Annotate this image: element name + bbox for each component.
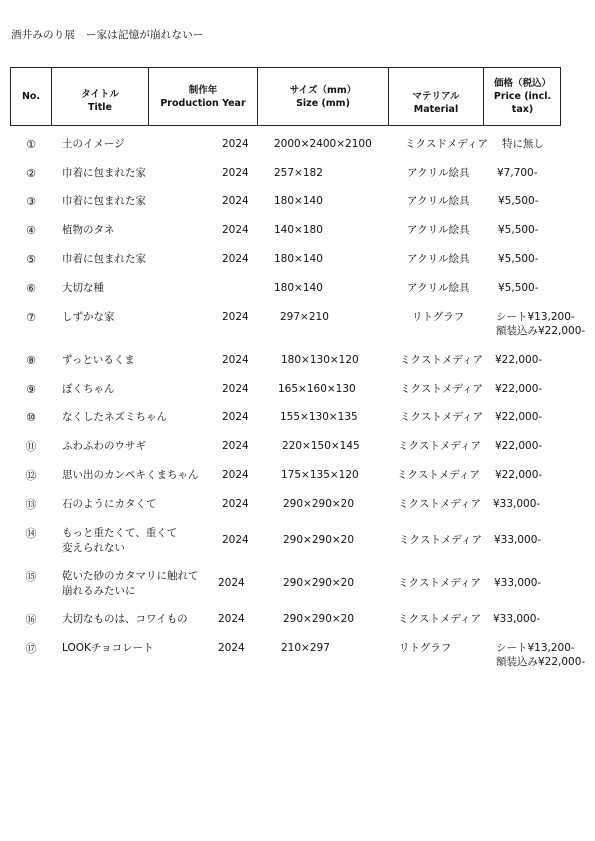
header-material-ja: マテリアル <box>412 90 460 102</box>
row-size: 290×290×20 <box>283 577 355 589</box>
row-size: 290×290×20 <box>283 498 355 510</box>
row-year: 2024 <box>222 383 249 395</box>
row-material: ミクストメディア <box>398 577 481 589</box>
row-size: 210×297 <box>281 642 330 654</box>
row-year: 2024 <box>222 195 249 207</box>
row-number: ⑩ <box>26 411 36 424</box>
row-size: 175×135×120 <box>281 469 359 481</box>
row-size: 180×140 <box>274 195 323 207</box>
row-price: ¥22,000- <box>495 469 543 481</box>
row-material: アクリル絵具 <box>407 282 470 294</box>
row-price: ¥33,000- <box>493 613 541 625</box>
row-number: ⑯ <box>25 613 37 626</box>
row-size: 165×160×130 <box>278 383 356 395</box>
header-price-ja: 価格（税込） <box>493 78 551 89</box>
row-year: 2024 <box>218 577 245 589</box>
row-size: 155×130×135 <box>280 411 358 423</box>
header-title <box>52 68 148 129</box>
row-price: シート¥13,200- <box>496 642 575 654</box>
row-size: 290×290×20 <box>283 534 355 546</box>
row-number: ⑬ <box>25 498 37 511</box>
row-price: ¥22,000- <box>495 440 543 452</box>
row-material: ミクストメディア <box>399 534 482 546</box>
row-title: ずっといるくま <box>62 354 135 366</box>
header-price-en: Price (incl. tax) <box>493 91 552 115</box>
header-size-en: Size (mm) <box>296 97 350 109</box>
row-material: アクリル絵具 <box>407 195 470 207</box>
row-price: ¥5,500- <box>498 224 539 236</box>
row-title: なくしたネズミちゃん <box>62 411 167 423</box>
row-size: 180×140 <box>274 253 323 265</box>
row-year: 2024 <box>222 253 249 265</box>
row-number: ⑮ <box>25 570 37 583</box>
row-material: リトグラフ <box>399 642 452 654</box>
row-number: ⑥ <box>26 282 36 295</box>
table-header <box>10 67 561 126</box>
row-price: ¥5,500- <box>498 195 539 207</box>
header-title-en: Title <box>88 101 112 113</box>
row-price: ¥5,500- <box>498 282 539 294</box>
row-price: ¥22,000- <box>495 383 543 395</box>
row-title: 崩れるみたいに <box>62 585 136 597</box>
row-price: 額装込み¥22,000- <box>496 656 586 668</box>
row-number: ⑪ <box>25 440 37 453</box>
row-year: 2024 <box>218 642 245 654</box>
row-title: 巾着に包まれた家 <box>62 167 146 179</box>
header-no <box>11 68 51 125</box>
document-title: 酒井みのり展 ー家は記憶が崩れないー <box>11 29 204 41</box>
row-material: ミクストメディア <box>400 383 483 395</box>
row-year: 2024 <box>222 534 249 546</box>
row-year: 2024 <box>222 498 249 510</box>
row-price: シート¥13,200- <box>496 311 575 323</box>
row-year: 2024 <box>222 167 249 179</box>
row-title: しずかな家 <box>62 311 115 323</box>
row-price: ¥5,500- <box>498 253 539 265</box>
row-material: アクリル絵具 <box>407 224 470 236</box>
row-title: 乾いた砂のカタマリに触れて <box>62 570 199 582</box>
row-price: ¥33,000- <box>494 577 542 589</box>
row-year: 2024 <box>222 138 249 150</box>
row-title: ふわふわのウサギ <box>62 440 146 452</box>
row-title: もっと重たくて、重くて <box>62 527 178 539</box>
header-material <box>389 68 483 131</box>
row-number: ④ <box>26 224 36 237</box>
row-number: ⑤ <box>26 253 36 266</box>
header-size-ja: サイズ（mm） <box>289 84 357 96</box>
row-year: 2024 <box>222 469 249 481</box>
row-year: 2024 <box>222 411 249 423</box>
row-size: 297×210 <box>280 311 329 323</box>
header-year-ja: 制作年 <box>188 84 218 96</box>
row-number: ⑧ <box>26 354 36 367</box>
row-number: ② <box>26 167 36 180</box>
row-material: アクリル絵具 <box>407 167 470 179</box>
row-number: ⑰ <box>25 642 37 655</box>
row-number: ⑭ <box>25 527 37 540</box>
row-year: 2024 <box>218 613 245 625</box>
row-size: 257×182 <box>274 167 323 179</box>
row-material: ミクストメディア <box>398 440 481 452</box>
header-no-label: No. <box>21 91 41 102</box>
row-size: 180×140 <box>274 282 323 294</box>
row-title: 土のイメージ <box>62 138 125 150</box>
header-year-en: Production Year <box>160 97 246 109</box>
header-size <box>258 68 388 125</box>
row-number: ⑫ <box>25 469 37 482</box>
row-material: ミクストメディア <box>398 498 481 510</box>
row-year: 2024 <box>222 311 249 323</box>
row-price: ¥33,000- <box>494 534 542 546</box>
row-number: ① <box>26 138 36 151</box>
row-title: LOOKチョコレート <box>62 642 154 654</box>
row-number: ③ <box>26 195 36 208</box>
row-size: 220×150×145 <box>282 440 360 452</box>
row-number: ⑦ <box>26 311 36 324</box>
row-number: ⑨ <box>26 383 36 396</box>
header-year <box>149 68 257 129</box>
row-title: 巾着に包まれた家 <box>62 253 146 265</box>
row-size: 140×180 <box>274 224 323 236</box>
row-title: 変えられない <box>62 542 125 554</box>
row-size: 290×290×20 <box>283 613 355 625</box>
row-year: 2024 <box>222 224 249 236</box>
row-price: 額装込み¥22,000- <box>496 325 586 337</box>
row-title: 思い出のカンペキくまちゃん <box>62 469 199 481</box>
row-material: アクリル絵具 <box>407 253 470 265</box>
header-material-en: Material <box>413 103 459 115</box>
row-material: ミクストメディア <box>398 613 481 625</box>
row-title: 大切な種 <box>62 282 104 294</box>
row-material: ミクストメディア <box>400 411 483 423</box>
row-material: ミクスドメディア <box>405 138 488 150</box>
row-title: 大切なものは、コワイもの <box>62 613 188 625</box>
header-title-ja: タイトル <box>81 88 119 100</box>
row-title: 巾着に包まれた家 <box>62 195 146 207</box>
row-year: 2024 <box>222 354 249 366</box>
header-price <box>484 68 561 125</box>
row-material: リトグラフ <box>412 311 465 323</box>
row-price: 特に無し <box>502 138 544 150</box>
row-title: ぼくちゃん <box>62 383 115 395</box>
row-material: ミクストメディア <box>397 469 480 481</box>
row-price: ¥7,700- <box>497 167 538 179</box>
row-price: ¥22,000- <box>495 354 543 366</box>
row-size: 180×130×120 <box>281 354 359 366</box>
row-title: 植物のタネ <box>62 224 115 236</box>
row-material: ミクストメディア <box>400 354 483 366</box>
row-year: 2024 <box>222 440 249 452</box>
row-size: 2000×2400×2100 <box>274 138 372 150</box>
row-price: ¥33,000- <box>493 498 541 510</box>
row-price: ¥22,000- <box>495 411 543 423</box>
row-title: 石のようにカタくて <box>62 498 157 510</box>
